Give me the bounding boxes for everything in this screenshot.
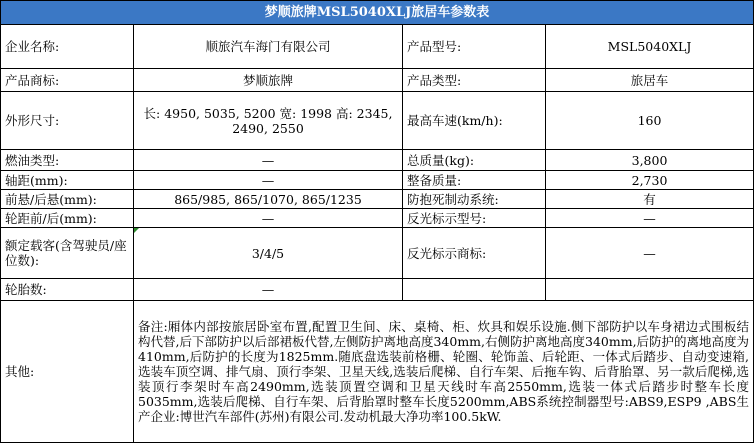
empty-value — [546, 279, 754, 301]
gross-mass-value: 3,800 — [546, 150, 754, 171]
product-model-value: MSL5040XLJ — [546, 25, 754, 69]
curb-mass-value: 2,730 — [546, 171, 754, 190]
company-name-value: 顺旅汽车海门有限公司 — [134, 25, 403, 69]
other-notes: 备注:厢体内部按旅居卧室布置,配置卫生间、床、桌椅、柜、炊具和娱乐设施.侧下部防护以车身裙边式围板结构代替,后下部防护以后部裙板代替,左侧防护离地高度340mm,右侧防护离地高度340mm,后防护的离地高度为410mm,后防护的长度为1825mm.随底盘选装前格栅、轮圈、轮饰盖、后轮距、一体式后踏步、自动变速箱,选装车顶空调、排气扇、顶行李架、卫星天线,选装后爬梯、自行车架、后拖车钩、后背胎罩、另一款后爬梯,选装顶行李架时车高2490mm,选装顶置空调和卫星天线时车高2550mm,选装一体式后踏步时整车长度5035mm,选装后爬梯、自行车架、后背胎罩时整车长度5200mm,ABS系统控制器型号:ABS9,ESP9 ,ABS生产企业:博世汽车部件(苏州)有限公司.发动机最大净功率100.5kW. — [134, 301, 754, 443]
max-speed-value: 160 — [546, 92, 754, 150]
abs-label: 防抱死制动系统: — [403, 190, 546, 209]
table-row — [1, 190, 754, 209]
reflective-model-label: 反光标示型号: — [403, 209, 546, 228]
reflective-brand-label: 反光标示商标: — [403, 228, 546, 279]
dimensions-value: 长: 4950, 5035, 5200 宽: 1998 高: 2345, 2490, 2550 — [134, 92, 403, 150]
table-title: 梦顺旅牌MSL5040XLJ旅居车参数表 — [1, 1, 754, 25]
overhang-value: 865/985, 865/1070, 865/1235 — [134, 190, 403, 209]
curb-mass-label: 整备质量: — [403, 171, 546, 190]
overhang-label: 前悬/后悬(mm): — [1, 190, 134, 209]
rated-passengers-value: 3/4/5 — [134, 228, 403, 279]
fuel-type-value: — — [134, 150, 403, 171]
table-row — [1, 279, 754, 301]
fuel-type-label: 燃油类型: — [1, 150, 134, 171]
reflective-brand-value: — — [546, 228, 754, 279]
track-width-label: 轮距前/后(mm): — [1, 209, 134, 228]
other-label: 其他: — [1, 301, 134, 443]
company-name-label: 企业名称: — [1, 25, 134, 69]
product-brand-label: 产品商标: — [1, 69, 134, 92]
table-row — [1, 25, 754, 69]
reflective-model-value: — — [546, 209, 754, 228]
table-row — [1, 171, 754, 190]
product-type-value: 旅居车 — [546, 69, 754, 92]
dimensions-label: 外形尺寸: — [1, 92, 134, 150]
table-row — [1, 150, 754, 171]
wheelbase-value: — — [134, 171, 403, 190]
table-row — [1, 69, 754, 92]
track-width-value: — — [134, 209, 403, 228]
table-row — [1, 209, 754, 228]
max-speed-label: 最高车速(km/h): — [403, 92, 546, 150]
rated-passengers-label: 额定载客(含驾驶员/座位数): — [1, 228, 134, 279]
empty-label — [403, 279, 546, 301]
product-brand-value: 梦顺旅牌 — [134, 69, 403, 92]
table-row — [1, 92, 754, 150]
product-type-label: 产品类型: — [403, 69, 546, 92]
gross-mass-label: 总质量(kg): — [403, 150, 546, 171]
table-row — [1, 228, 754, 279]
wheelbase-label: 轴距(mm): — [1, 171, 134, 190]
notes-row — [1, 301, 754, 443]
product-model-label: 产品型号: — [403, 25, 546, 69]
tire-count-label: 轮胎数: — [1, 279, 134, 301]
tire-count-value: — — [134, 279, 403, 301]
abs-value: 有 — [546, 190, 754, 209]
title-row — [1, 1, 754, 25]
